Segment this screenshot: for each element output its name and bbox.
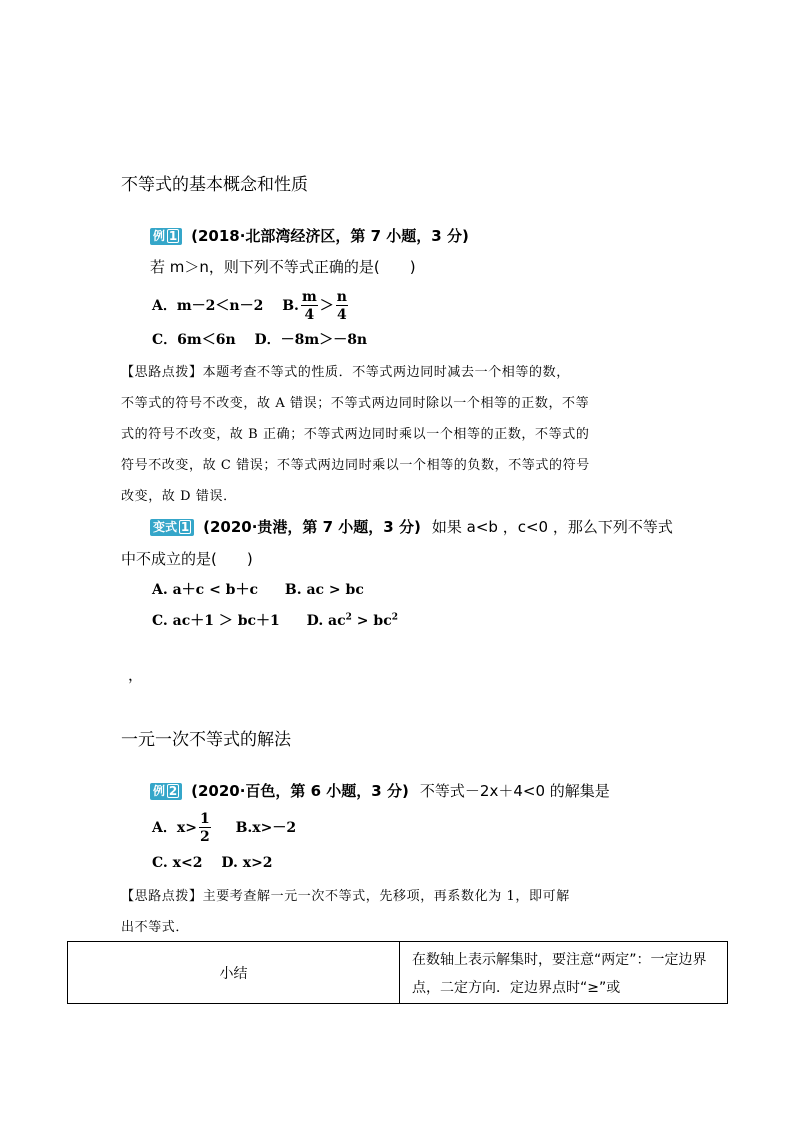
variant-1-options-ab [152, 579, 364, 599]
summary-label: 小结 [68, 942, 400, 1004]
option-a: A．x> $\frac{1}{2}$ [152, 811, 210, 845]
variant-stem: 如果 a<b ，c<0 ，那么下列不等式 [431, 518, 673, 536]
hint-line: 式的符号不改变，故 B 正确；不等式两边同时乘以一个相等的正数，不等式的 [121, 427, 590, 442]
variant-stem-continued: 中不成立的是( ) [121, 550, 253, 568]
example-source: (2018·北部湾经济区，第 7 小题，3 分) [191, 227, 469, 245]
example-tag: 例 1 [150, 228, 182, 245]
example-2-options-cd [152, 855, 273, 871]
option-d: D．－8m＞－8n [254, 332, 368, 348]
option-a: A．m－2＜n－2 [152, 298, 264, 314]
example-1-header [150, 225, 469, 246]
summary-content: 在数轴上表示解集时，要注意“两定”：一定边界点，二定方向．定边界点时“≥”或 [400, 942, 728, 1004]
example-1-options-cd [152, 329, 367, 349]
example-1-options-ab [152, 290, 350, 322]
summary-table [67, 941, 728, 1004]
option-b: B. $\frac{m}{4}$ ＞ $\frac{n}{4}$ [282, 289, 347, 323]
example-tag: 例 2 [150, 783, 182, 800]
option-b: B. ac > bc [284, 582, 364, 598]
example-1-stem: 若 m＞n，则下列不等式正确的是( ) [150, 258, 416, 276]
option-c: C. x<2 [152, 855, 203, 871]
section-heading-properties: 不等式的基本概念和性质 [121, 175, 308, 195]
hint-line: 【思路点拨】主要考查解一元一次不等式，先移项，再系数化为 1，即可解 [121, 889, 570, 904]
example-source: (2020·百色，第 6 小题，3 分) [191, 782, 409, 800]
variant-source: (2020·贵港，第 7 小题，3 分) [203, 518, 421, 536]
stray-comma: ， [128, 666, 144, 684]
example-2-header [150, 780, 610, 801]
variant-tag: 变式 1 [150, 519, 194, 536]
option-c: C．6m＜6n [152, 332, 236, 348]
hint-line: 改变，故 D 错误． [121, 489, 237, 504]
section-heading-solving: 一元一次不等式的解法 [121, 730, 291, 750]
example-2-options-ab [152, 812, 296, 844]
example-stem: 不等式－2x＋4<0 的解集是 [419, 782, 610, 800]
hint-line: 【思路点拨】本题考查不等式的性质．不等式两边同时减去一个相等的数， [121, 365, 570, 380]
variant-1-header [150, 516, 673, 537]
option-c: C. ac＋1 ＞ bc＋1 [152, 613, 280, 629]
hint-line: 不等式的符号不改变，故 A 错误；不等式两边同时除以一个相等的正数，不等 [121, 396, 590, 411]
option-d: D. x>2 [221, 855, 273, 871]
option-a: A. a＋c < b＋c [152, 582, 258, 598]
hint-line: 符号不改变，故 C 错误；不等式两边同时乘以一个相等的负数，不等式的符号 [121, 458, 590, 473]
hint-line: 出不等式． [121, 920, 190, 935]
option-d: D. $ac^2 > bc^2$ [306, 612, 398, 629]
variant-1-options-cd [152, 610, 398, 630]
option-b: B.x>－2 [235, 820, 297, 836]
